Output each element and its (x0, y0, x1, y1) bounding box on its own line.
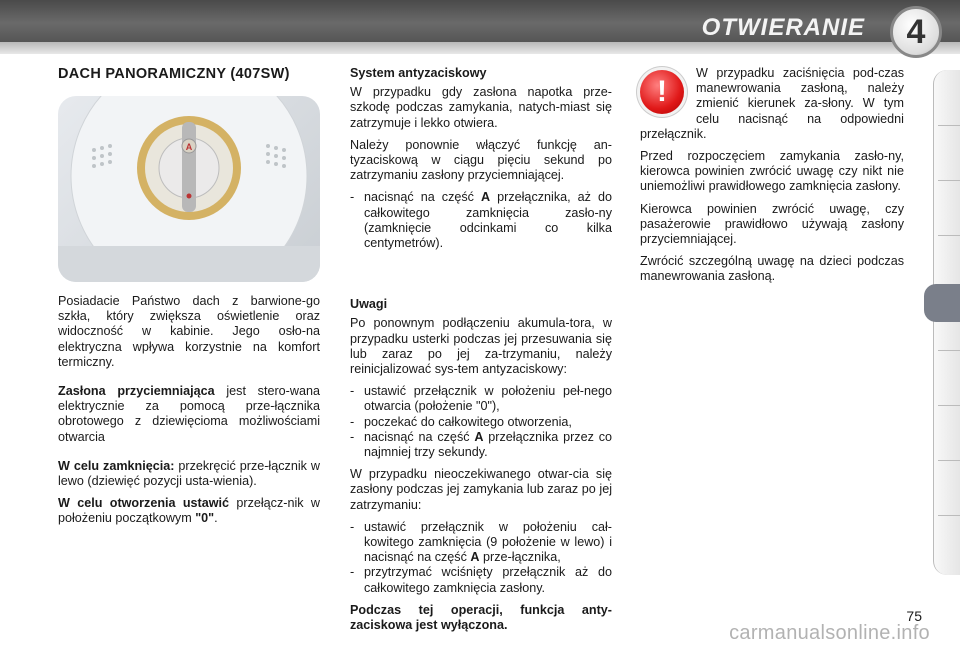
warning-icon: ! (640, 70, 684, 114)
chapter-tab[interactable] (938, 515, 960, 516)
list-item: - ustawić przełącznik w położeniu cał-kowitego zamknięcia (9 położenie w lewo) i nacisnąć na część A prze-łącznika, (350, 520, 612, 566)
open-end: . (214, 511, 218, 526)
column-2 (350, 66, 612, 640)
page-number: 75 (906, 608, 922, 624)
chapter-tab[interactable] (938, 460, 960, 461)
chapter-number-badge: 4 (890, 6, 942, 58)
list-item: - nacisnąć na część A przełącznika przez co najmniej trzy sekundy. (350, 430, 612, 460)
intro-paragraph: Posiadacie Państwo dach z barwione-go szkła, który zwiększa oświetlenie oraz widoczność w kabinie. Jego osło-na elektryczna wpływa korzystnie na komfort termiczny. (58, 294, 320, 369)
blind-bold: Zasłona przyciemniająca (58, 384, 215, 399)
antipinch-list (350, 190, 612, 251)
chapter-tab[interactable] (938, 350, 960, 351)
warning-p2: Przed rozpoczęciem zamykania zasło-ny, kierowca powinien zwrócić uwagę czy nikt nie uniemożliwi prawidłowego zamknięcia zasłony. (640, 149, 904, 194)
open-value: "0" (195, 511, 215, 526)
list-item: - poczekać do całkowitego otworzenia, (350, 415, 612, 430)
warning-p1: W przypadku zaciśnięcia pod-czas manewrowania zasłoną, należy zmienić kierunek za-słony. W tym celu nacisnąć na odpowiedni przełącznik. (640, 66, 904, 141)
reinit-list (350, 384, 612, 460)
section-title: DACH PANORAMICZNY (407SW) (58, 66, 290, 82)
chapter-tab[interactable] (938, 180, 960, 181)
antipinch-p2: Należy ponownie włączyć funkcję an-tyzaciskową w ciągu pięciu sekund po zatrzymaniu zasłony przyciemniającej. (350, 137, 612, 183)
column-1 (58, 66, 320, 534)
antipinch-heading: System antyzaciskowy (350, 66, 487, 80)
blind-paragraph (58, 384, 320, 445)
notes-p2: W przypadku nieoczekiwanego otwar-cia się zasłony podczas jej zamykania lub zaraz po jej zatrzymaniu: (350, 467, 612, 512)
blind-text: jest stero-wana elektrycznie za pomocą prze-łącznika obrotowego z dziewięcioma możliwościami otwarcia (58, 384, 320, 444)
open-bold: W celu otworzenia ustawić (58, 496, 230, 511)
list-item: - nacisnąć na część A przełącznika, aż do całkowitego zamknięcia zasło-ny (zamknięcie odcinkami co kilka centymetrów). (350, 190, 612, 251)
list-item: - ustawić przełącznik w położeniu peł-nego otwarcia (położenie "0"), (350, 384, 612, 414)
switch-label-a: A (185, 142, 193, 152)
chapter-title: OTWIERANIE (701, 14, 865, 41)
chapter-tab[interactable] (938, 405, 960, 406)
list-item: - przytrzymać wciśnięty przełącznik aż do całkowitego zamknięcia zasłony. (350, 565, 612, 595)
close-list (350, 520, 612, 596)
open-text: przełącz-nik w położeniu początkowym (58, 496, 320, 526)
warning-p3: Kierowca powinien zwrócić uwagę, czy pasażerowie prawidłowo używają zasłony przyciemniającej. (640, 201, 904, 247)
close-paragraph (58, 459, 320, 489)
header-band (0, 42, 960, 54)
warning-p4: Zwrócić szczególną uwagę na dzieci podczas manewrowania zasłoną. (640, 254, 904, 284)
open-paragraph (58, 496, 320, 526)
antipinch-p1: W przypadku gdy zasłona napotka prze-szkodę podczas zamykania, natych-miast się zatrzymuje i lekko otwiera. (350, 85, 612, 130)
notes-p3: Podczas tej operacji, funkcja anty-zaciskowa jest wyłączona. (350, 602, 612, 633)
roof-switch-illustration (58, 96, 320, 282)
chapter-tab[interactable] (938, 235, 960, 236)
chapter-tabs (933, 70, 960, 575)
column-3 (640, 66, 904, 292)
watermark: carmanualsonline.info (729, 622, 930, 644)
close-text: przekręcić prze-łącznik w lewo (dziewięć pozycji usta-wienia). (58, 458, 320, 489)
close-bold: W celu zamknięcia: (58, 458, 175, 473)
notes-heading: Uwagi (350, 297, 388, 312)
roof-switch-photo (58, 96, 320, 282)
chapter-tab[interactable] (938, 125, 960, 126)
chapter-tab-active[interactable] (924, 284, 960, 322)
notes-p1: Po ponownym podłączeniu akumula-tora, w przypadku usterki podczas jej przesuwania się lub zaraz po jej za-trzymaniu, należy reinicjalizować sys-tem antyzaciskowy: (350, 316, 612, 377)
